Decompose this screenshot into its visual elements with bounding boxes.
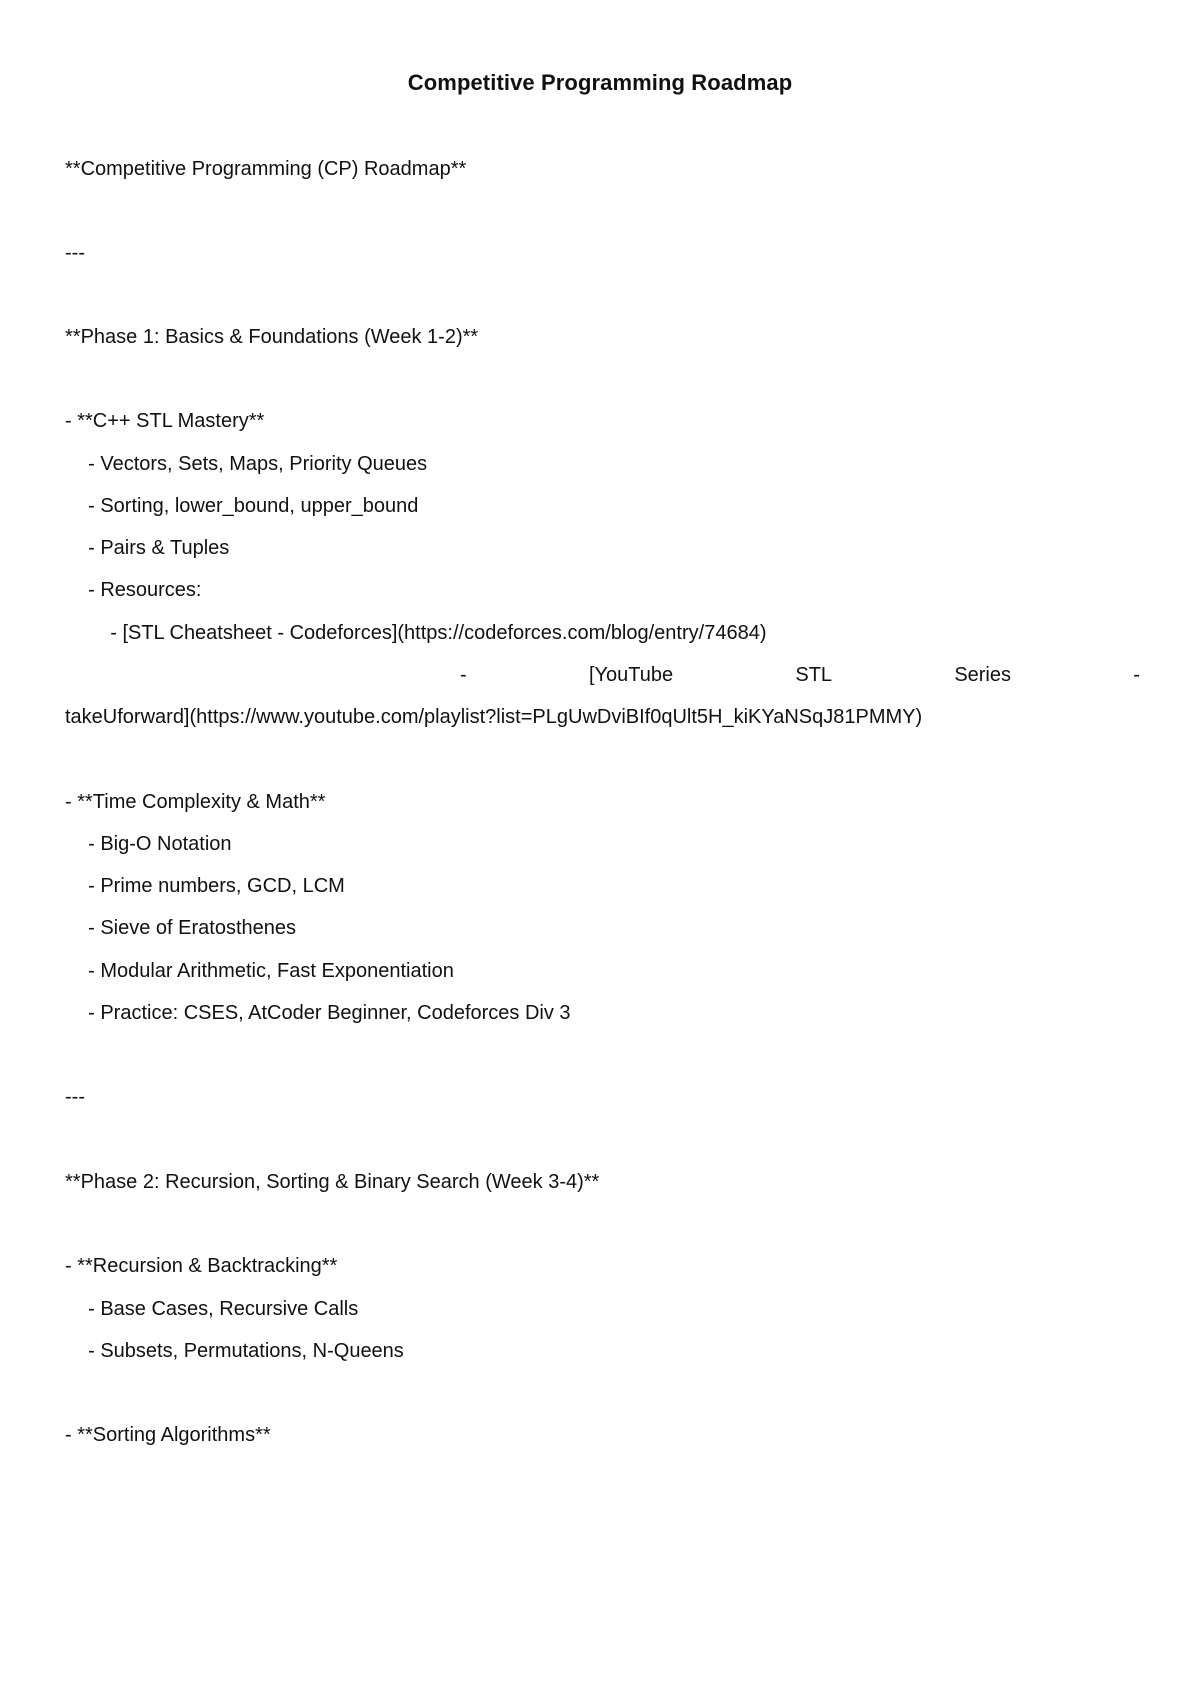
youtube-word-1: [YouTube	[588, 664, 674, 686]
list-item-practice: - Practice: CSES, AtCoder Beginner, Codeforces Div 3	[77, 1002, 571, 1024]
list-item-primes: - Prime numbers, GCD, LCM	[77, 875, 345, 897]
list-item-stl-mastery: - **C++ STL Mastery**	[65, 410, 265, 432]
list-item-time-complexity: - **Time Complexity & Math**	[65, 791, 326, 813]
divider-text: ---	[65, 242, 85, 264]
youtube-dash-1: -	[460, 664, 467, 686]
heading-phase-2: **Phase 2: Recursion, Sorting & Binary Search (Week 3-4)**	[65, 1171, 600, 1193]
list-item-big-o: - Big-O Notation	[77, 833, 232, 855]
list-item-sorting-bounds: - Sorting, lower_bound, upper_bound	[77, 495, 419, 517]
document-title: Competitive Programming Roadmap	[407, 70, 793, 95]
link-youtube-stl: takeUforward](https://www.youtube.com/playlist?list=PLgUwDviBIf0qUlt5H_kiKYaNSqJ81PMMY)	[65, 706, 923, 728]
youtube-dash-2: -	[1133, 664, 1140, 686]
list-item-sieve: - Sieve of Eratosthenes	[77, 917, 297, 939]
youtube-justified-row	[65, 663, 1140, 687]
link-stl-cheatsheet: - [STL Cheatsheet - Codeforces](https://codeforces.com/blog/entry/74684)	[88, 622, 767, 644]
list-item-sorting-algorithms: - **Sorting Algorithms**	[65, 1424, 271, 1446]
divider-text-2: ---	[65, 1086, 85, 1108]
list-item-pairs: - Pairs & Tuples	[77, 537, 230, 559]
list-item-base-cases: - Base Cases, Recursive Calls	[77, 1298, 359, 1320]
list-item-recursion: - **Recursion & Backtracking**	[65, 1255, 338, 1277]
heading-phase-1: **Phase 1: Basics & Foundations (Week 1-2)**	[65, 326, 479, 348]
youtube-word-2: STL	[795, 664, 833, 686]
list-item-youtube	[65, 663, 1140, 687]
list-item-modular: - Modular Arithmetic, Fast Exponentiation	[77, 960, 454, 982]
list-item-resources: - Resources:	[77, 579, 202, 601]
list-item-subsets: - Subsets, Permutations, N-Queens	[77, 1340, 404, 1362]
heading-roadmap: **Competitive Programming (CP) Roadmap**	[65, 158, 467, 180]
list-item-vectors: - Vectors, Sets, Maps, Priority Queues	[77, 453, 428, 475]
youtube-word-3: Series	[954, 664, 1012, 686]
